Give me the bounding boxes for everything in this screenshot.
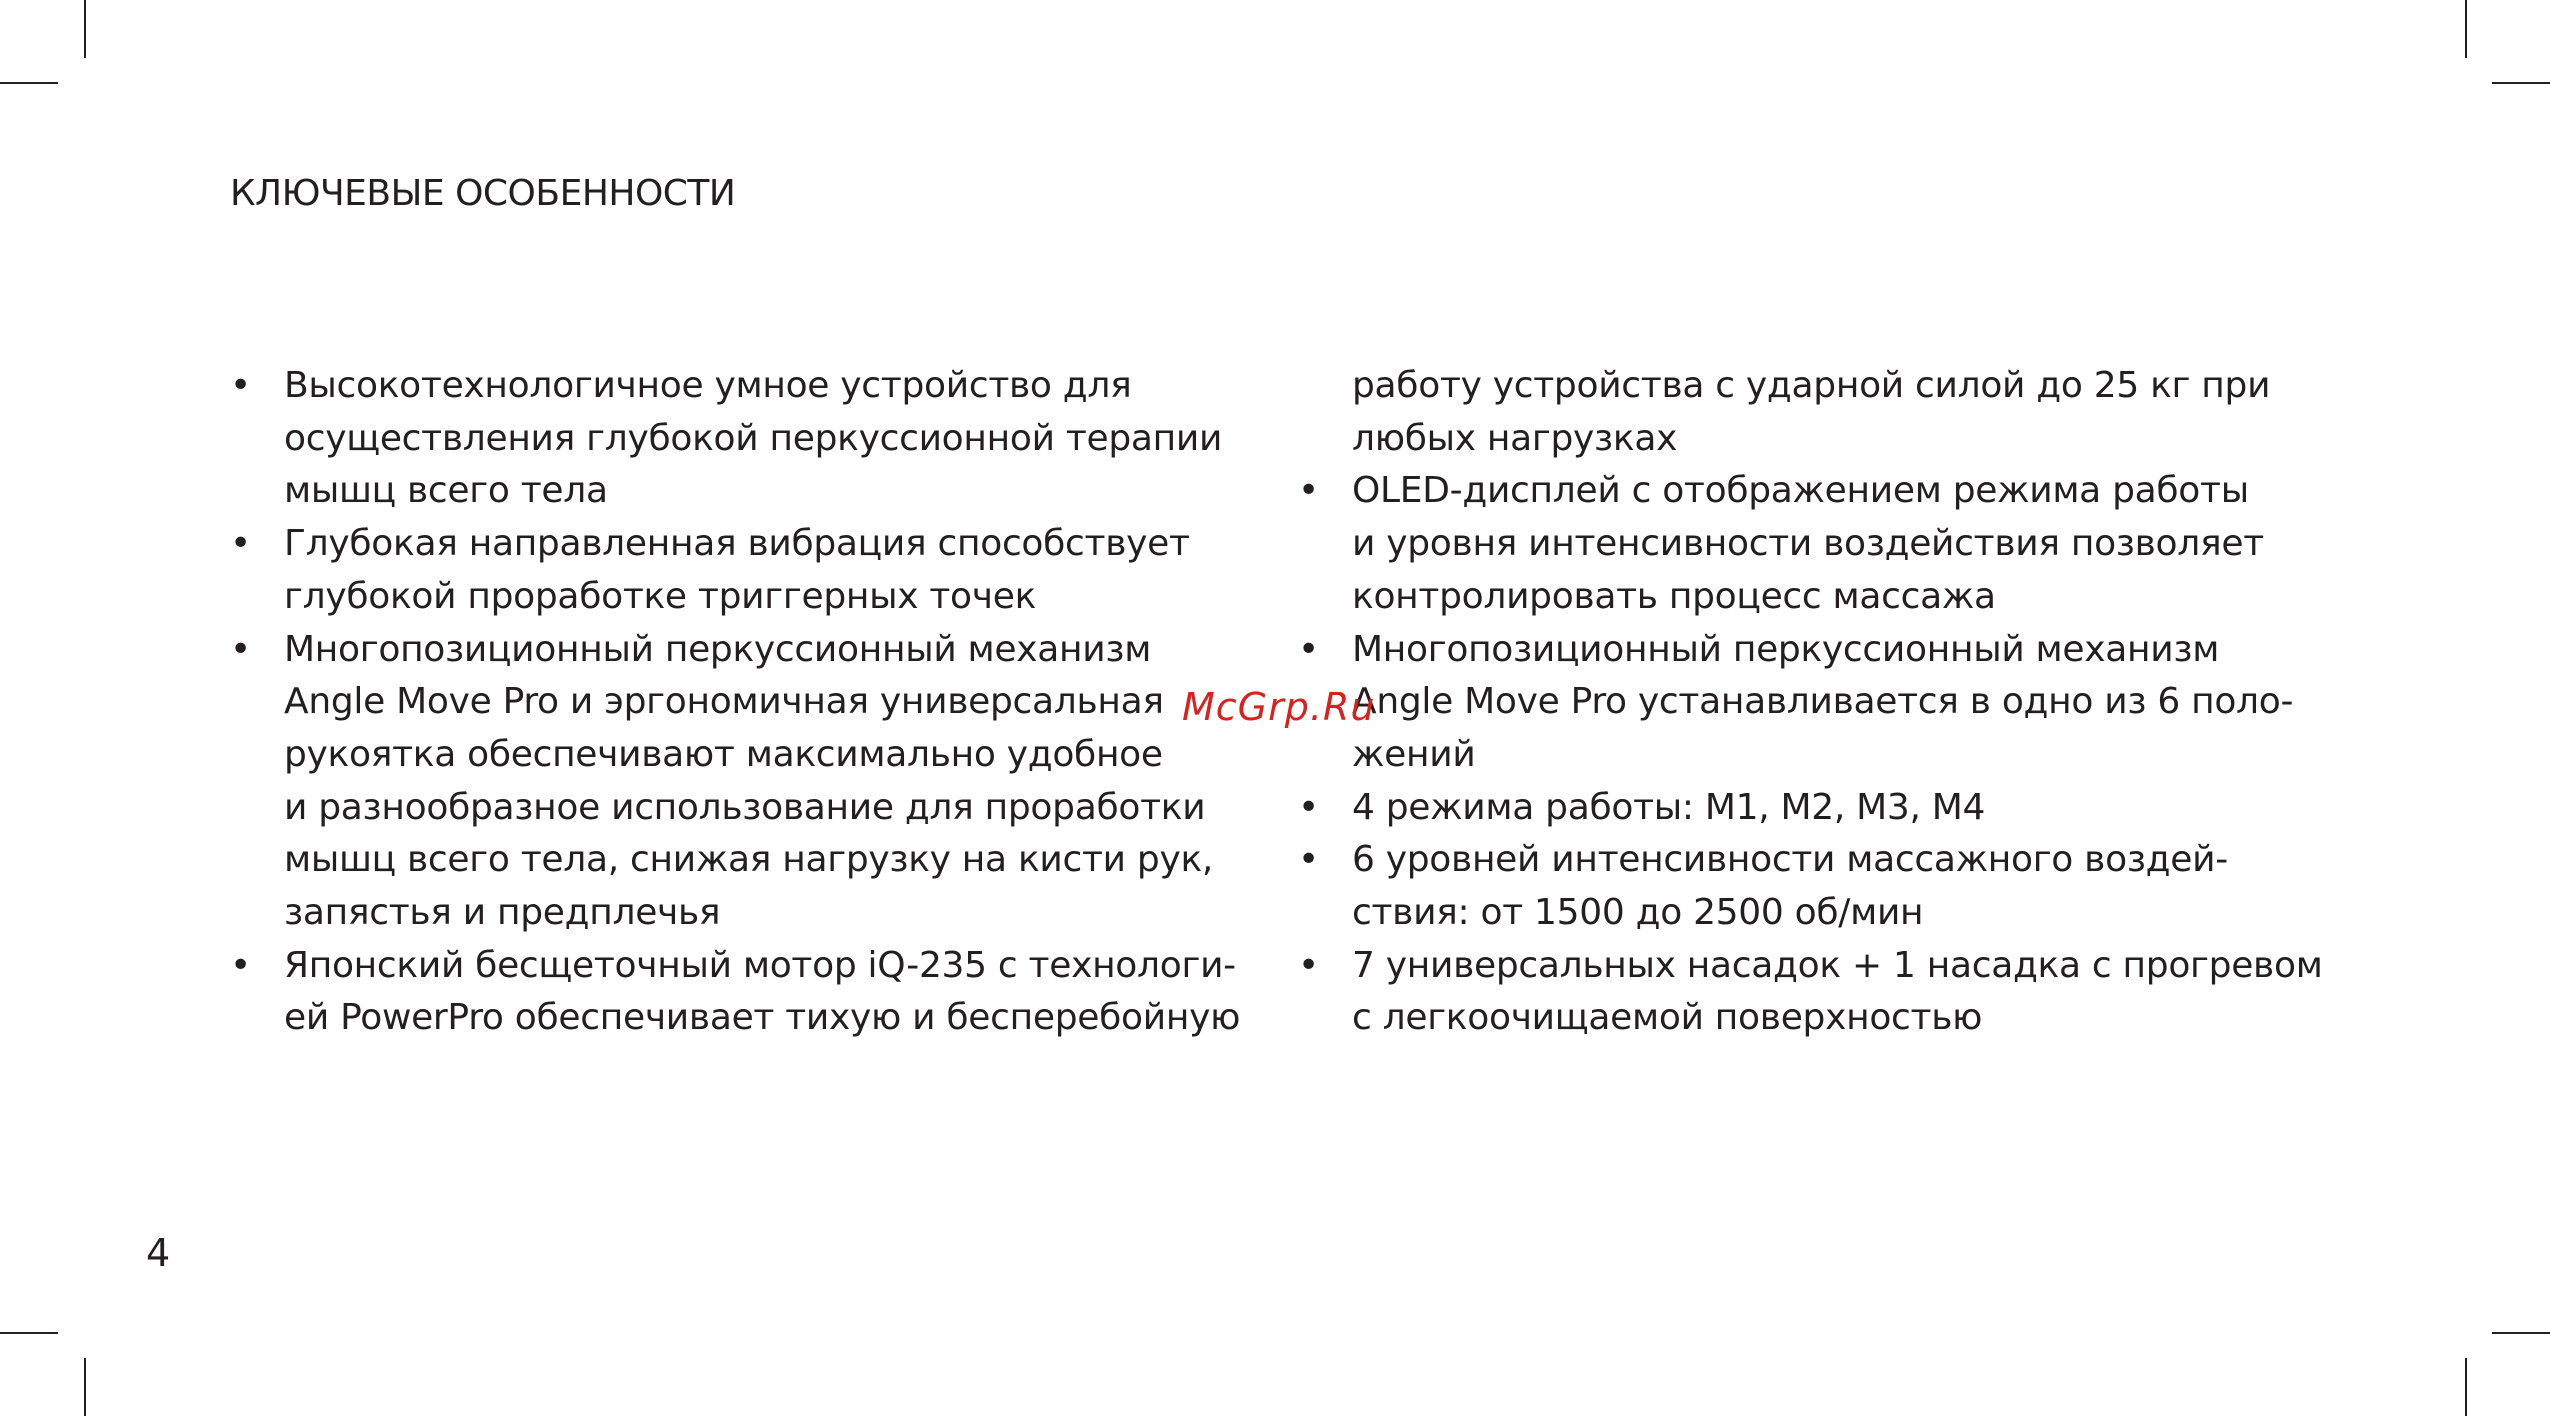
crop-mark-bottom-left-horizontal bbox=[0, 1332, 58, 1334]
feature-line: Многопозиционный перкуссионный механизм bbox=[1352, 628, 2220, 670]
feature-line: рукоятка обеспечивают максимально удобное bbox=[284, 733, 1163, 775]
feature-line: Многопозиционный перкуссионный механизм bbox=[284, 628, 1152, 670]
crop-mark-bottom-right-vertical bbox=[2465, 1358, 2467, 1416]
watermark-link[interactable]: McGrp.Ru bbox=[1182, 685, 1376, 729]
feature-line: жений bbox=[1352, 733, 1476, 775]
crop-mark-bottom-right-horizontal bbox=[2492, 1332, 2550, 1334]
crop-mark-bottom-left-vertical bbox=[84, 1358, 86, 1416]
crop-mark-top-left-vertical bbox=[84, 0, 86, 58]
feature-line: 7 универсальных насадок + 1 насадка с прогревом bbox=[1352, 944, 2323, 986]
feature-line: 6 уровней интенсивности массажного воздей- bbox=[1352, 839, 2228, 881]
bullet-icon: • bbox=[1298, 839, 1319, 881]
feature-continuation bbox=[1298, 360, 2308, 465]
bullet-icon: • bbox=[1298, 628, 1319, 670]
feature-list-left bbox=[230, 360, 1240, 1045]
feature-line: и уровня интенсивности воздействия позволяет bbox=[1352, 523, 2264, 565]
section-heading: КЛЮЧЕВЫЕ ОСОБЕННОСТИ bbox=[230, 173, 736, 214]
bullet-icon: • bbox=[230, 365, 251, 406]
feature-item bbox=[230, 940, 1240, 1045]
feature-line: запястья и предплечья bbox=[284, 892, 721, 934]
bullet-icon: • bbox=[230, 523, 251, 565]
bullet-icon: • bbox=[1298, 944, 1319, 986]
crop-mark-top-right-horizontal bbox=[2492, 82, 2550, 84]
feature-line: работу устройства с ударной силой до 25 кг при bbox=[1352, 365, 2271, 406]
feature-list-right bbox=[1298, 465, 2323, 1045]
feature-line: Angle Move Pro устанавливается в одно из 6 поло- bbox=[1352, 681, 2294, 723]
page-number: 4 bbox=[146, 1231, 171, 1275]
crop-mark-top-right-vertical bbox=[2465, 0, 2467, 58]
bullet-icon: • bbox=[230, 944, 251, 986]
feature-line: любых нагрузках bbox=[1352, 417, 1678, 459]
crop-mark-top-left-horizontal bbox=[0, 82, 58, 84]
feature-line: OLED-дисплей с отображением режима работы bbox=[1352, 470, 2249, 512]
bullet-icon: • bbox=[230, 628, 251, 670]
feature-item bbox=[1298, 465, 2308, 623]
feature-item bbox=[230, 518, 1240, 623]
feature-line: контролировать процесс массажа bbox=[1352, 575, 1996, 617]
feature-line: осуществления глубокой перкуссионной терапии bbox=[284, 417, 1223, 459]
right-column bbox=[1298, 360, 2323, 1045]
feature-item bbox=[1298, 834, 2308, 939]
feature-line: Японский бесщеточный мотор iQ-235 с технологи- bbox=[284, 944, 1236, 986]
feature-item bbox=[1298, 940, 2323, 1045]
feature-item bbox=[1298, 782, 2308, 835]
feature-line: с легкоочищаемой поверхностью bbox=[1352, 997, 1983, 1039]
feature-line: Высокотехнологичное умное устройство для bbox=[284, 365, 1132, 406]
feature-line: мышц всего тела, снижая нагрузку на кисти рук, bbox=[284, 839, 1214, 881]
feature-line: Angle Move Pro и эргономичная универсальная bbox=[284, 681, 1164, 723]
feature-item bbox=[230, 360, 1240, 518]
feature-item bbox=[1298, 624, 2308, 782]
feature-line: ствия: от 1500 до 2500 об/мин bbox=[1352, 892, 1924, 934]
feature-line: ей PowerPro обеспечивает тихую и бесперебойную bbox=[284, 997, 1241, 1039]
feature-line: и разнообразное использование для проработки bbox=[284, 786, 1206, 828]
feature-line: 4 режима работы: M1, M2, M3, M4 bbox=[1352, 786, 1986, 828]
feature-line: глубокой проработке триггерных точек bbox=[284, 575, 1037, 617]
feature-line: Глубокая направленная вибрация способствует bbox=[284, 523, 1190, 565]
bullet-icon: • bbox=[1298, 470, 1319, 512]
feature-line: мышц всего тела bbox=[284, 470, 608, 512]
feature-item bbox=[230, 624, 1240, 940]
left-column bbox=[230, 360, 1240, 1045]
bullet-icon: • bbox=[1298, 786, 1319, 828]
